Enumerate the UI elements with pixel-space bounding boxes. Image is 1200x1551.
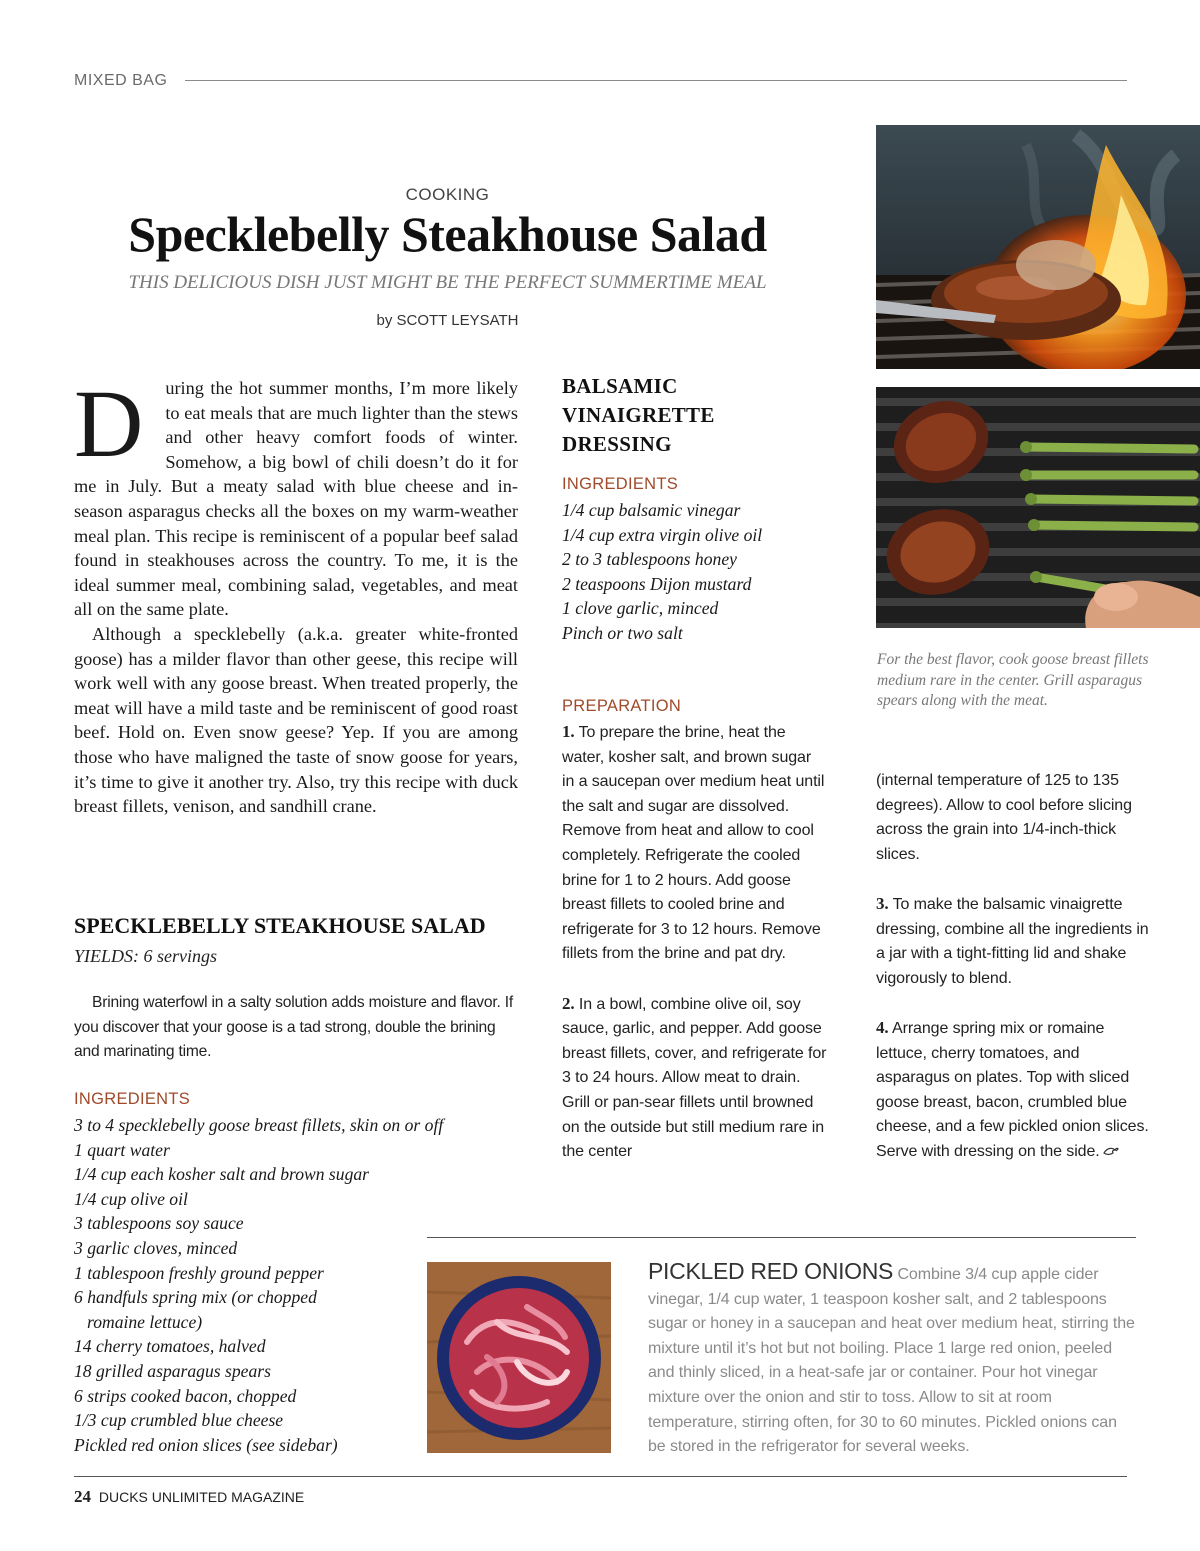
- step-text: To make the balsamic vinaigrette dressing, combine all the ingredients in a jar with a tight-fitting lid and shake vigorously to blend.: [876, 895, 1149, 987]
- step-text: (internal temperature of 125 to 135 degrees). Allow to cool before slicing across the grain into 1/4-inch-thick slices.: [876, 772, 1132, 863]
- step-number: 3.: [876, 893, 889, 913]
- step-text: In a bowl, combine olive oil, soy sauce, garlic, and pepper. Add goose breast fillets, cover, and refrigerate for 3 to 24 hours. Allow meat to drain. Grill or pan-sear fillets until browned on the outside but still medium rare in the center: [562, 995, 827, 1161]
- sidebar-rule: [427, 1237, 1136, 1238]
- page-number: 24: [74, 1487, 91, 1506]
- prep-step-1: [562, 720, 827, 967]
- dressing-ingredients-list: [562, 498, 842, 646]
- ingredient-item: 2 teaspoons Dijon mustard: [562, 573, 752, 594]
- ingredient-item: 2 to 3 tablespoons honey: [562, 549, 737, 570]
- ingredient-item: 3 tablespoons soy sauce: [74, 1213, 244, 1234]
- footer-rule: [74, 1476, 1127, 1477]
- prep-step-4: [876, 1016, 1151, 1165]
- ingredient-item: 18 grilled asparagus spears: [74, 1360, 271, 1381]
- article-title: Specklebelly Steakhouse Salad: [128, 206, 767, 262]
- ingredient-item: romaine lettuce): [87, 1311, 203, 1332]
- dressing-title: BALSAMIC VINAIGRETTE DRESSING: [562, 374, 715, 456]
- section-label: MIXED BAG: [74, 72, 168, 89]
- recipe-title: SPECKLEBELLY STEAKHOUSE SALAD: [74, 913, 486, 938]
- duck-end-mark-icon: [1103, 1145, 1119, 1157]
- article-deck: THIS DELICIOUS DISH JUST MIGHT BE THE PERFECT SUMMERTIME MEAL: [128, 272, 767, 293]
- ingredient-item: 14 cherry tomatoes, halved: [74, 1336, 266, 1357]
- header-rule: [185, 80, 1127, 81]
- body-paragraph-2: Although a specklebelly (a.k.a. greater white-fronted goose) has a milder flavor than other geese, this recipe will work well with any goose breast. When treated properly, the meat will have a mild taste and be reminiscent of good roast beef. Hold on. Even snow geese? Yep. If you are among those who have maligned the taste of snow goose for years, it’s time to give it another try. Also, try this recipe with duck breast fillets, venison, and sandhill crane.: [74, 623, 518, 817]
- article-kicker: COOKING: [405, 185, 490, 204]
- body-paragraph-1-text: uring the hot summer months, I’m more likely to eat meals that are much lighter than the stews and other heavy comfort foods of winter. Somehow, a big bowl of chili doesn’t do it for me in July. But a meaty salad with blue cheese and in-season asparagus checks all the boxes on my warm-weather meal plan. This recipe is reminiscent of a popular beef salad found in steakhouses across the country. To me, it is the ideal summer meal, combining salad, vegetables, and meat all on the same plate.: [74, 378, 518, 620]
- recipe-intro: Brining waterfowl in a salty solution adds moisture and flavor. If you discover that your goose is a tad strong, double the brining and marinating time.: [74, 994, 514, 1061]
- sidebar-title: PICKLED RED ONIONS: [648, 1258, 894, 1284]
- article-body: [74, 370, 518, 819]
- grill-flames-photo: [876, 125, 1200, 369]
- photo-caption: For the best flavor, cook goose breast fillets medium rare in the center. Grill asparagus spears along with the meat.: [877, 651, 1149, 709]
- ingredient-item: Pickled red onion slices (see sidebar): [74, 1434, 338, 1455]
- recipe-ingredients-label: INGREDIENTS: [74, 1090, 191, 1108]
- prep-step-2-cont: [876, 769, 1151, 867]
- ingredient-item: 1/3 cup crumbled blue cheese: [74, 1410, 284, 1431]
- sidebar-text: Combine 3/4 cup apple cider vinegar, 1/4 cup water, 1 teaspoon kosher salt, and 2 tablespoons sugar or honey in a saucepan and heat over medium heat, stirring the mixture until it’s hot but not boiling. Place 1 large red onion, peeled and thinly sliced, in a heat-safe jar or container. Pour hot vinegar mixture over the onion and stir to toss. Allow to sit at room temperature, stirring often, for 30 to 60 minutes. Pickled onions can be stored in the refrigerator for several weeks.: [648, 1266, 1135, 1456]
- ingredient-item: 1 tablespoon freshly ground pepper: [74, 1262, 324, 1283]
- step-number: 2.: [562, 993, 575, 1013]
- ingredient-item: 1 quart water: [74, 1139, 170, 1160]
- ingredient-item: 1/4 cup each kosher salt and brown sugar: [74, 1164, 370, 1185]
- sidebar-recipe: [648, 1259, 1138, 1460]
- ingredient-item: 6 strips cooked bacon, chopped: [74, 1385, 297, 1406]
- step-text: To prepare the brine, heat the water, kosher salt, and brown sugar in a saucepan over medium heat until the salt and sugar are dissolved. Remove from heat and allow to cool completely. Refrigerate the cooled brine for 1 to 2 hours. Add goose breast fillets to cooled brine and refrigerate for 3 to 12 hours. Remove fillets from the brine and pat dry.: [562, 724, 825, 963]
- preparation-steps-col3: [876, 769, 1151, 1189]
- dressing-ingredients-label: INGREDIENTS: [562, 475, 679, 493]
- ingredient-item: 1/4 cup extra virgin olive oil: [562, 524, 763, 545]
- ingredient-item: 1/4 cup olive oil: [74, 1188, 188, 1209]
- ingredient-item: 1/4 cup balsamic vinegar: [562, 500, 741, 520]
- ingredient-item: 6 handfuls spring mix (or chopped: [74, 1287, 317, 1308]
- ingredient-item: 1 clove garlic, minced: [562, 598, 719, 619]
- grilled-breast-asparagus-photo: [876, 387, 1200, 628]
- prep-step-2: [562, 992, 827, 1165]
- preparation-label: PREPARATION: [562, 697, 682, 715]
- pickled-onions-bowl-photo: [427, 1262, 611, 1453]
- step-number: 1.: [562, 722, 575, 741]
- prep-step-3: [876, 892, 1151, 991]
- article-byline: by SCOTT LEYSATH: [376, 312, 519, 329]
- recipe-yields: YIELDS: 6 servings: [74, 946, 217, 966]
- ingredient-item: Pinch or two salt: [562, 622, 683, 643]
- page-footer: [74, 1487, 304, 1507]
- step-text: Arrange spring mix or romaine lettuce, cherry tomatoes, and asparagus on plates. Top with sliced goose breast, bacon, crumbled blue cheese, and a few pickled onion slices. Serve with dressing on the side.: [876, 1019, 1149, 1160]
- body-paragraph-1: [74, 370, 518, 622]
- ingredient-item: 3 garlic cloves, minced: [74, 1237, 238, 1258]
- preparation-steps-col2: [562, 720, 827, 1189]
- drop-cap: D: [74, 370, 144, 477]
- step-number: 4.: [876, 1017, 889, 1037]
- ingredient-item: 3 to 4 specklebelly goose breast fillets, skin on or off: [74, 1115, 444, 1135]
- publication-name: DUCKS UNLIMITED MAGAZINE: [98, 1489, 305, 1505]
